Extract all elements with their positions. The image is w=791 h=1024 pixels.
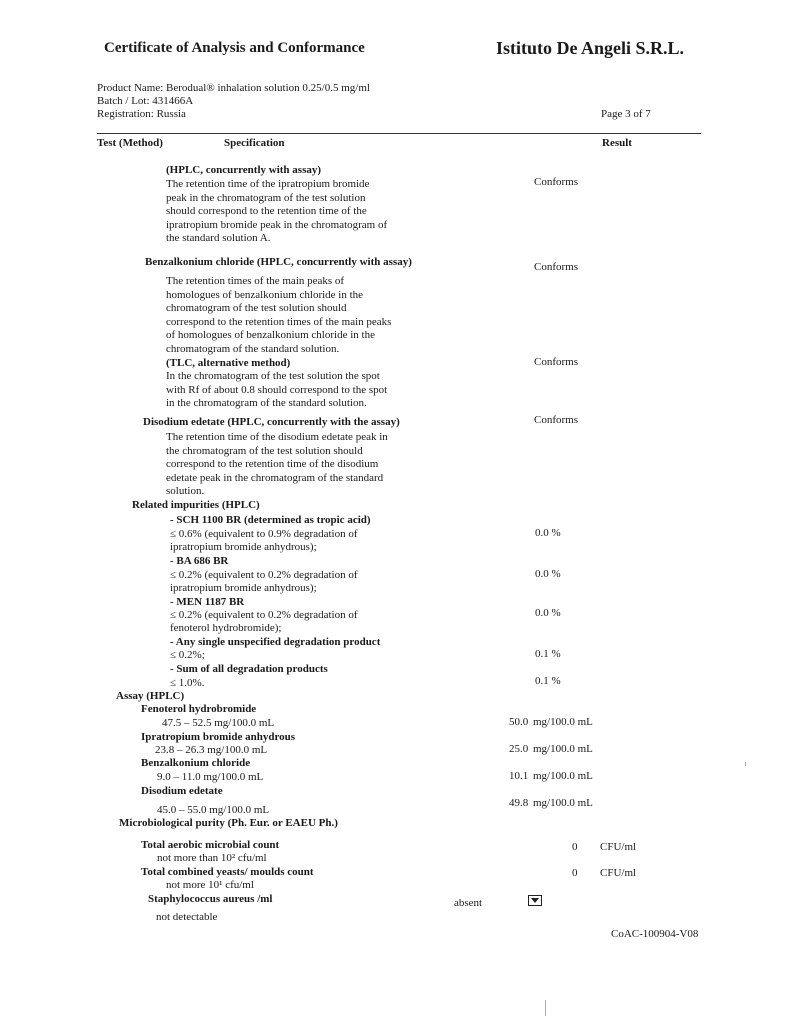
assay-name: Disodium edetate xyxy=(141,785,223,797)
spec-line: edetate peak in the chromatogram of the standard xyxy=(166,471,384,484)
impurity-name: - Sum of all degradation products xyxy=(170,663,328,675)
impurity-limit: ≤ 1.0%. xyxy=(170,677,205,689)
spec-line: correspond to the retention times of the main peaks xyxy=(166,315,392,328)
spec-line: chromatogram of the test solution should xyxy=(166,302,347,315)
spec-line: homologues of benzalkonium chloride in the xyxy=(166,288,364,301)
assay-unit: mg/100.0 mL xyxy=(533,716,593,728)
benzalkonium-spec xyxy=(166,275,391,411)
benzalkonium-result: Conforms xyxy=(534,261,578,273)
staph-result: absent xyxy=(454,897,483,909)
tymc-value: 0 xyxy=(572,867,578,879)
ipratropium-spec xyxy=(166,178,387,246)
impurity-limit: ≤ 0.2%; xyxy=(170,649,205,661)
spec-line: solution. xyxy=(166,485,205,498)
spec-line: The retention time of the ipratropium bromide xyxy=(166,178,370,190)
assay-name: Fenoterol hydrobromide xyxy=(141,703,257,715)
tlc-method: (TLC, alternative method) xyxy=(166,356,291,369)
spec-line: the chromatogram of the test solution should xyxy=(166,444,363,457)
assay-value: 50.0 xyxy=(509,716,529,728)
result-dropdown-button[interactable] xyxy=(528,895,542,906)
col-result: Result xyxy=(602,137,632,149)
impurity-limit: ≤ 0.2% (equivalent to 0.2% degradation of xyxy=(170,569,358,581)
spec-line: should correspond to the retention time of the xyxy=(166,205,367,218)
impurity-result: 0.0 % xyxy=(535,527,561,539)
company-name: Istituto De Angeli S.R.L. xyxy=(496,38,685,58)
edetate-identity-title: Disodium edetate (HPLC, concurrently with the assay) xyxy=(143,416,400,428)
impurity-limit-note: fenoterol hydrobromide); xyxy=(170,622,282,634)
tymc-name: Total combined yeasts/ moulds count xyxy=(141,866,314,878)
assay-name: Ipratropium bromide anhydrous xyxy=(141,731,296,743)
product-name: Product Name: Berodual® inhalation solution 0.25/0.5 mg/ml xyxy=(97,82,370,94)
tamc-spec: not more than 10² cfu/ml xyxy=(157,852,267,864)
scan-speck xyxy=(545,1000,546,1016)
chevron-down-icon xyxy=(531,898,539,903)
spec-line: In the chromatogram of the test solution the spot xyxy=(166,370,380,383)
assay-unit: mg/100.0 mL xyxy=(533,797,593,809)
document-code: CoAC-100904-V08 xyxy=(611,928,699,940)
tamc-name: Total aerobic microbial count xyxy=(141,839,280,851)
staph-name: Staphylococcus aureus /ml xyxy=(148,893,273,905)
assay-spec: 45.0 – 55.0 mg/100.0 mL xyxy=(157,804,270,816)
page-number: Page 3 of 7 xyxy=(601,108,651,120)
spec-line: with Rf of about 0.8 should correspond to the spot xyxy=(166,383,388,396)
tamc-value: 0 xyxy=(572,841,578,853)
assay-spec: 47.5 – 52.5 mg/100.0 mL xyxy=(162,717,275,729)
impurity-result: 0.1 % xyxy=(535,648,561,660)
spec-line: The retention time of the disodium edetate peak in xyxy=(166,431,388,443)
impurity-name: - Any single unspecified degradation product xyxy=(170,636,381,648)
assay-spec: 9.0 – 11.0 mg/100.0 mL xyxy=(157,771,264,783)
tlc-result: Conforms xyxy=(534,356,578,368)
col-specification: Specification xyxy=(224,137,285,149)
impurity-limit: ≤ 0.2% (equivalent to 0.2% degradation of xyxy=(170,609,358,621)
impurity-limit-note: ipratropium bromide anhydrous); xyxy=(170,541,317,553)
assay-unit: mg/100.0 mL xyxy=(533,743,593,755)
header-rule xyxy=(97,133,701,134)
assay-name: Benzalkonium chloride xyxy=(141,757,251,769)
benzalkonium-identity-title: Benzalkonium chloride (HPLC, concurrently with assay) xyxy=(145,256,412,268)
certificate-title: Certificate of Analysis and Conformance xyxy=(104,40,365,56)
spec-line: ipratropium bromide peak in the chromatogram of xyxy=(166,218,388,231)
staph-spec: not detectable xyxy=(156,911,218,923)
impurity-result: 0.1 % xyxy=(535,675,561,687)
micro-title: Microbiological purity (Ph. Eur. or EAEU Ph.) xyxy=(119,817,338,829)
assay-value: 49.8 xyxy=(509,797,529,809)
edetate-result: Conforms xyxy=(534,414,578,426)
impurity-name: - BA 686 BR xyxy=(170,555,229,567)
impurity-result: 0.0 % xyxy=(535,568,561,580)
spec-line: the standard solution A. xyxy=(166,232,271,245)
assay-value: 10.1 xyxy=(509,770,529,782)
spec-line: peak in the chromatogram of the test solution xyxy=(166,191,366,204)
tymc-spec: not more 10¹ cfu/ml xyxy=(166,879,254,891)
col-test-method: Test (Method) xyxy=(97,137,163,149)
edetate-spec xyxy=(166,431,388,499)
batch-lot: Batch / Lot: 431466A xyxy=(97,95,194,107)
assay-title: Assay (HPLC) xyxy=(116,690,185,702)
assay-unit: mg/100.0 mL xyxy=(533,770,593,782)
spec-line: of homologues of benzalkonium chloride in the xyxy=(166,329,375,342)
related-impurities-title: Related impurities (HPLC) xyxy=(132,499,260,511)
tamc-unit: CFU/ml xyxy=(600,841,637,853)
impurity-limit: ≤ 0.6% (equivalent to 0.9% degradation of xyxy=(170,528,358,540)
spec-line: The retention times of the main peaks of xyxy=(166,275,345,287)
impurity-limit-note: ipratropium bromide anhydrous); xyxy=(170,582,317,594)
assay-value: 25.0 xyxy=(509,743,529,755)
ipratropium-method: (HPLC, concurrently with assay) xyxy=(166,164,322,176)
assay-spec: 23.8 – 26.3 mg/100.0 mL xyxy=(155,744,268,756)
spec-line: correspond to the retention time of the disodium xyxy=(166,458,379,471)
spec-line: chromatogram of the standard solution. xyxy=(166,342,340,355)
impurity-name: - SCH 1100 BR (determined as tropic acid) xyxy=(170,514,371,526)
registration: Registration: Russia xyxy=(97,108,186,120)
ipratropium-result: Conforms xyxy=(534,176,578,188)
impurity-result: 0.0 % xyxy=(535,607,561,619)
spec-line: in the chromatogram of the standard solution. xyxy=(166,397,367,410)
tymc-unit: CFU/ml xyxy=(600,867,637,879)
scan-speck xyxy=(745,762,746,766)
impurity-name: - MEN 1187 BR xyxy=(170,596,245,608)
